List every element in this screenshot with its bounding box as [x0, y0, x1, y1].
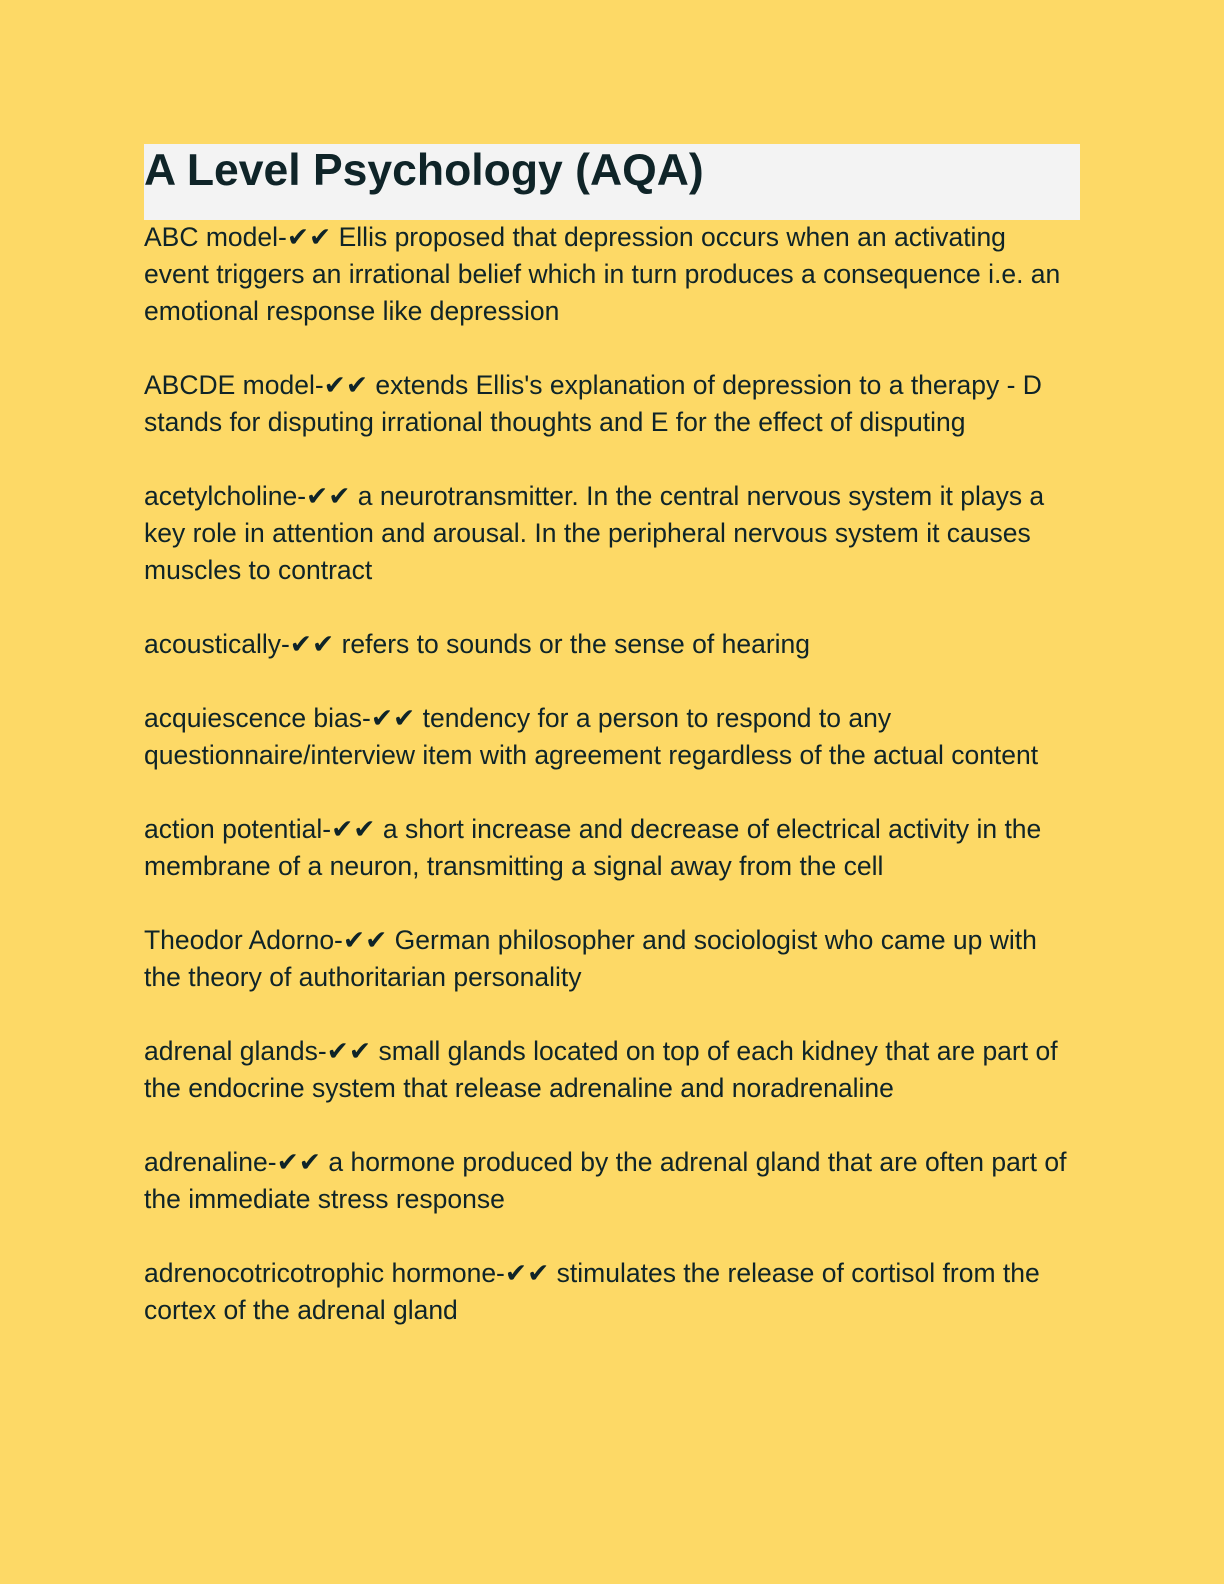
glossary-entry: acoustically-✔✔ refers to sounds or the sense of hearing — [144, 629, 811, 659]
glossary-entry: adrenaline-✔✔ a hormone produced by the adrenal gland that are often part of the immediate stress response — [144, 1147, 1067, 1214]
glossary-entry: action potential-✔✔ a short increase and decrease of electrical activity in the membrane of a neuron, transmitting a signal away from the cell — [144, 814, 1042, 881]
glossary-entry: acetylcholine-✔✔ a neurotransmitter. In the central nervous system it plays a key role in attention and arousal. In the peripheral nervous system it causes muscles to contract — [144, 481, 1045, 585]
title-band — [144, 144, 1080, 220]
glossary-entry: acquiescence bias-✔✔ tendency for a person to respond to any questionnaire/interview item with agreement regardless of the actual content — [144, 703, 1039, 770]
glossary-entry: ABCDE model-✔✔ extends Ellis's explanation of depression to a therapy - D stands for disputing irrational thoughts and E for the effect of disputing — [144, 370, 1042, 437]
glossary-entry: ABC model-✔✔ Ellis proposed that depression occurs when an activating event triggers an irrational belief which in turn produces a consequence i.e. an emotional response like depression — [144, 222, 1061, 326]
glossary-entry: adrenal glands-✔✔ small glands located on top of each kidney that are part of the endocrine system that release adrenaline and noradrenaline — [144, 1036, 1058, 1103]
glossary-entry: adrenocotricotrophic hormone-✔✔ stimulates the release of cortisol from the cortex of the adrenal gland — [144, 1258, 1040, 1325]
glossary-list — [144, 219, 1080, 1329]
document-page — [144, 144, 1080, 1366]
glossary-entry: Theodor Adorno-✔✔ German philosopher and sociologist who came up with the theory of authoritarian personality — [144, 925, 1037, 992]
page-title: A Level Psychology (AQA) — [144, 146, 704, 195]
